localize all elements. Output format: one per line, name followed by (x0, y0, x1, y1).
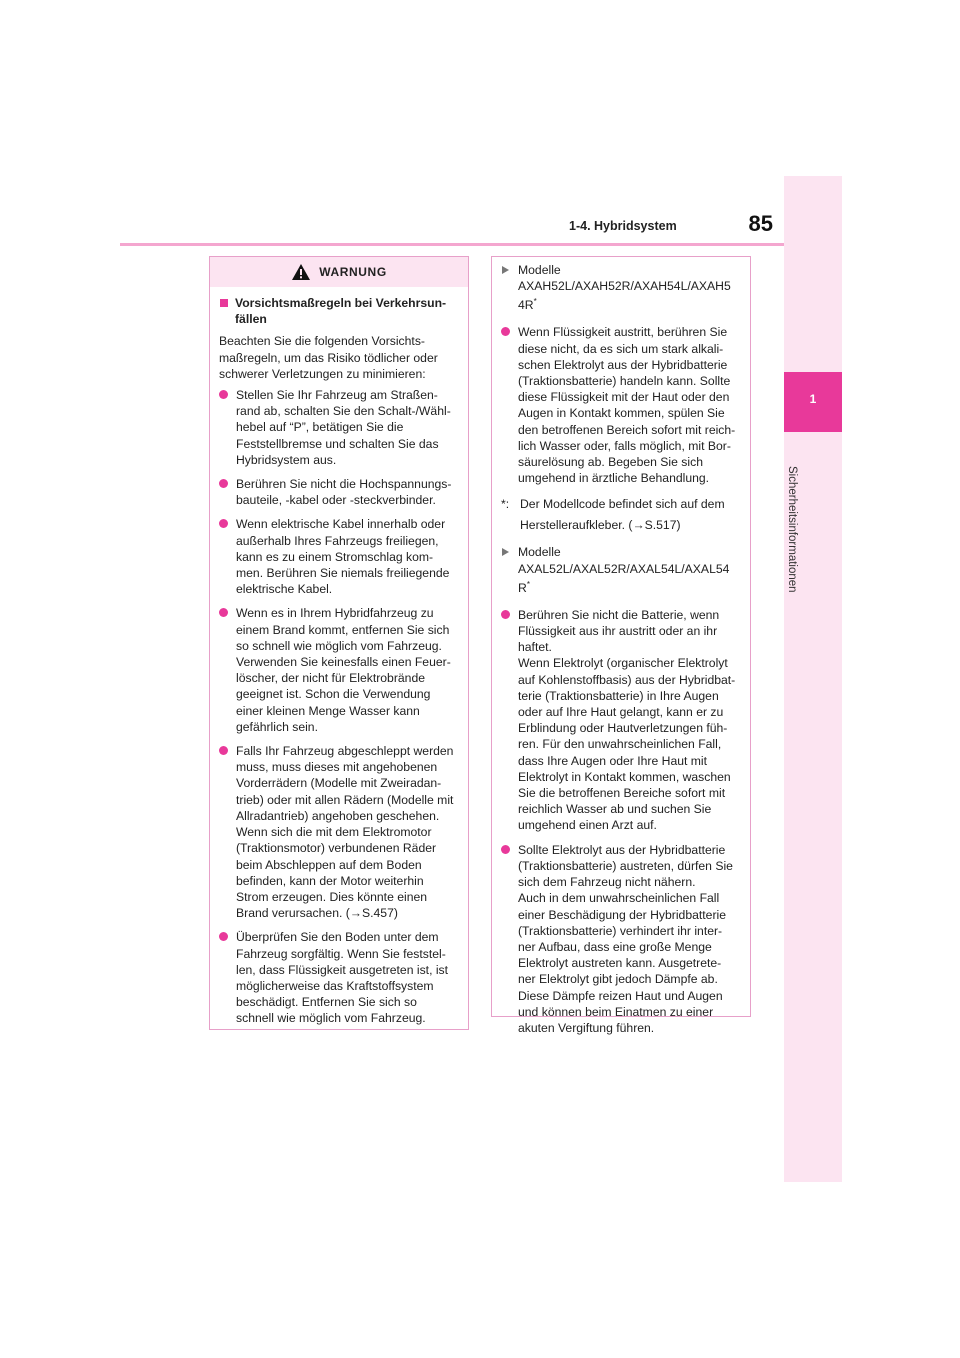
triangle-bullet-icon (502, 548, 509, 556)
section-title: 1-4. Hybridsystem (569, 219, 677, 233)
model-group-2 (501, 544, 740, 598)
circle-bullet-icon (219, 479, 228, 488)
chapter-title: Sicherheitsinformationen (786, 466, 798, 593)
list-item (219, 743, 458, 921)
model-codes: AXAH52L/AXAH52R/AXAH54L/AXAH5 (518, 279, 731, 294)
list-item (219, 605, 458, 735)
footnote-asterisk: * (526, 579, 530, 589)
page-number: 85 (748, 211, 773, 236)
header-rule (120, 243, 842, 246)
list-item-text: Berühren Sie nicht die Batterie, wenn Flüssigkeit aus ihr austritt oder an ihr haftet. Wenn Elektrolyt (organischer Elektrolyt auf Kohlenstoffbasis) aus der Hybridbat- terie (Traktionsbatterie) in Ihre Augen oder auf Ihre Haut gelangt, kann er zu Erblindung oder Hautverletzungen füh- ren. Für den unwahrscheinlichen Fall, dass Ihre Augen oder Ihre Haut mit Elektrolyt in Kontakt kommen, waschen Sie die betroffenen Bereiche sofort mit reichlich Wasser ab und suchen Sie umgehend einen Arzt auf. (518, 607, 736, 833)
model-codes-end: 4R (518, 298, 534, 313)
list-item-text: Sollte Elektrolyt aus der Hybridbatterie (Traktionsbatterie) austreten, dürfen Sie sich dem Fahrzeug nicht nähern. Auch in dem unwahrscheinlichen Fall einer Beschädigung der Hybridbatterie (Traktionsbatterie) verhindert ihr inter- ner Aufbau, dass eine große Menge Elektrolyt austreten kann. Ausgetrete- ner Elektrolyt gibt jedoch Dämpfe ab. Diese Dämpfe reizen Haut und Augen und können beim Einatmen zu einer akuten Vergiftung führen. (518, 842, 733, 1035)
warning-heading-text: Vorsichtsmaßregeln bei Verkehrsun- fällen (235, 296, 447, 327)
footnote-asterisk: * (533, 297, 537, 307)
warning-heading (219, 295, 458, 327)
model-label: Modelle (518, 263, 561, 277)
list-item (219, 476, 458, 508)
warning-title: WARNUNG (319, 265, 387, 279)
list-item-text: Falls Ihr Fahrzeug abgeschleppt werden muss, muss dieses mit angehobenen Vorderrädern (Modelle mit Zweiradan- trieb) oder mit allen Rädern (Modelle mit Allradantrieb) angehoben geschehen. Wenn sich die mit dem Elektromotor (Traktionsmotor) verbundenen Räder beim Abschleppen auf dem Boden befinden, kann der Motor weiterhin Strom erzeugen. Dies könnte einen Brand verursachen. (→S.457) (236, 744, 454, 921)
square-bullet-icon (220, 299, 228, 307)
model-codes-end: R (518, 580, 527, 595)
circle-bullet-icon (219, 746, 228, 755)
list-item (501, 607, 740, 834)
circle-bullet-icon (501, 610, 510, 619)
footnote-mark: *: (501, 497, 510, 512)
list-item (219, 516, 458, 597)
warning-header (210, 257, 468, 287)
footnote (501, 494, 740, 536)
circle-bullet-icon (501, 845, 510, 854)
chapter-side-tab (784, 176, 842, 1182)
list-item-text: Berühren Sie nicht die Hochspannungs- bauteile, -kabel oder -steckverbinder. (236, 477, 452, 508)
circle-bullet-icon (219, 608, 228, 617)
list-item-text: Wenn es in Ihrem Hybridfahrzeug zu einem Brand kommt, entfernen Sie sich so schnell wie möglich vom Fahrzeug. Verwenden Sie keinesfalls einen Feuer- löscher, der nicht für Elektrobrände geeignet ist. Schon die Verwendung einer kleinen Menge Wasser kann gefährlich sein. (236, 606, 451, 734)
warning-box (209, 256, 469, 1030)
footnote-text: Der Modellcode befindet sich auf dem Herstelleraufkleber. (→S.517) (520, 497, 725, 533)
chapter-number: 1 (809, 392, 817, 406)
circle-bullet-icon (219, 519, 228, 528)
list-item (219, 929, 458, 1026)
list-item-text: Wenn Flüssigkeit austritt, berühren Sie diese nicht, da es sich um stark alkali- schen Elektrolyt aus der Hybridbatterie (Traktionsbatterie) handeln kann. Sollte diese Flüssigkeit mit der Haut oder den Augen in Kontakt kommen, spülen Sie den betroffenen Bereich sofort mit reich- lich Wasser oder, falls möglich, mit Bor- säurelösung ab. Begeben Sie sich umgehend in ärztliche Behandlung. (518, 325, 736, 486)
circle-bullet-icon (219, 932, 228, 941)
list-item (501, 324, 740, 486)
list-item (501, 842, 740, 1036)
list-item (219, 387, 458, 468)
triangle-bullet-icon (502, 266, 509, 274)
list-item-text: Überprüfen Sie den Boden unter dem Fahrzeug sorgfältig. Wenn Sie feststel- len, dass Flüssigkeit ausgetreten ist, ist möglicherweise das Kraftstoffsystem beschädigt. Entfernen Sie sich so schnell wie möglich vom Fahrzeug. (236, 930, 449, 1026)
warning-intro: Beachten Sie die folgenden Vorsichts- maßregeln, um das Risiko tödlicher oder schwerer Verletzungen zu minimieren: (219, 334, 438, 381)
warning-continuation-box (491, 256, 751, 1035)
circle-bullet-icon (219, 390, 228, 399)
circle-bullet-icon (501, 327, 510, 336)
model-group-1 (501, 262, 740, 316)
warning-triangle-icon (291, 263, 311, 281)
list-item-text: Stellen Sie Ihr Fahrzeug am Straßen- rand ab, schalten Sie den Schalt-/Wähl- hebel auf “P”, betätigen Sie die Feststellbremse und schalten Sie das Hybridsystem aus. (236, 388, 451, 467)
model-label: Modelle (518, 545, 561, 560)
list-item-text: Wenn elektrische Kabel innerhalb oder außerhalb Ihres Fahrzeugs freiliegen, kann es zu einem Stromschlag kom- men. Berühren Sie niemals freiliegende elektrische Kabel. (236, 517, 450, 597)
model-codes: AXAL52L/AXAL52R/AXAL54L/AXAL54 (518, 561, 730, 576)
